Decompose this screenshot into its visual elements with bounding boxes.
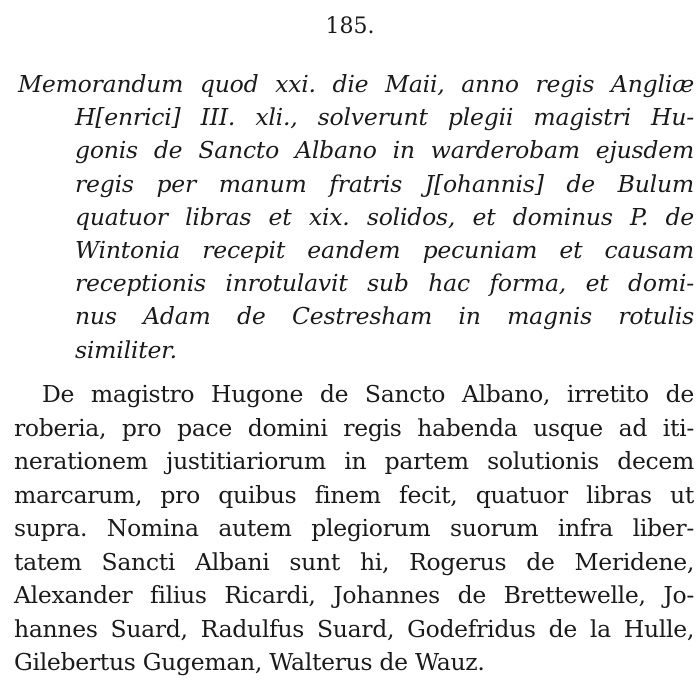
memorandum-line: similiter. [75, 335, 177, 364]
paragraph-line: De magistro Hugone de Sancto Albano, irretito de [42, 380, 694, 408]
memorandum-line: nus Adam de Cestresham in magnis rotulis [75, 302, 694, 331]
page-number: 185. [325, 14, 375, 39]
memorandum-line: regis per manum fratris J[ohannis] de Bulum [75, 169, 694, 198]
memorandum-paragraph [18, 68, 694, 367]
memorandum-line: quatuor libras et xix. solidos, et dominus P. de [75, 202, 694, 231]
paragraph-line: nerationem justitiariorum in partem solutionis decem [14, 447, 694, 475]
memorandum-line: H[enrici] III. xli., solverunt plegii magistri Hu- [75, 103, 694, 132]
memorandum-line: Wintonia recepit eandem pecuniam et causam [75, 235, 694, 264]
main-paragraph [14, 378, 694, 680]
paragraph-line: Alexander filius Ricardi, Johannes de Brettewelle, Jo- [14, 581, 694, 609]
paragraph-line: tatem Sancti Albani sunt hi, Rogerus de Meridene, [14, 547, 694, 576]
paragraph-line: hannes Suard, Radulfus Suard, Godefridus de la Hulle, [14, 614, 694, 643]
paragraph-line: supra. Nomina autem plegiorum suorum infra liber- [14, 514, 694, 542]
paragraph-line: Gilebertus Gugeman, Walterus de Wauz. [14, 648, 485, 676]
paragraph-line: roberia, pro pace domini regis habenda usque ad iti- [14, 413, 694, 442]
memorandum-line: receptionis inrotulavit sub hac forma, et domi- [75, 269, 694, 298]
memorandum-line: gonis de Sancto Albano in warderobam ejusdem [75, 136, 694, 165]
paragraph-line: marcarum, pro quibus finem fecit, quatuor libras ut [14, 480, 694, 509]
memorandum-line: Memorandum quod xxi. die Maii, anno regis Angliæ [18, 70, 694, 98]
